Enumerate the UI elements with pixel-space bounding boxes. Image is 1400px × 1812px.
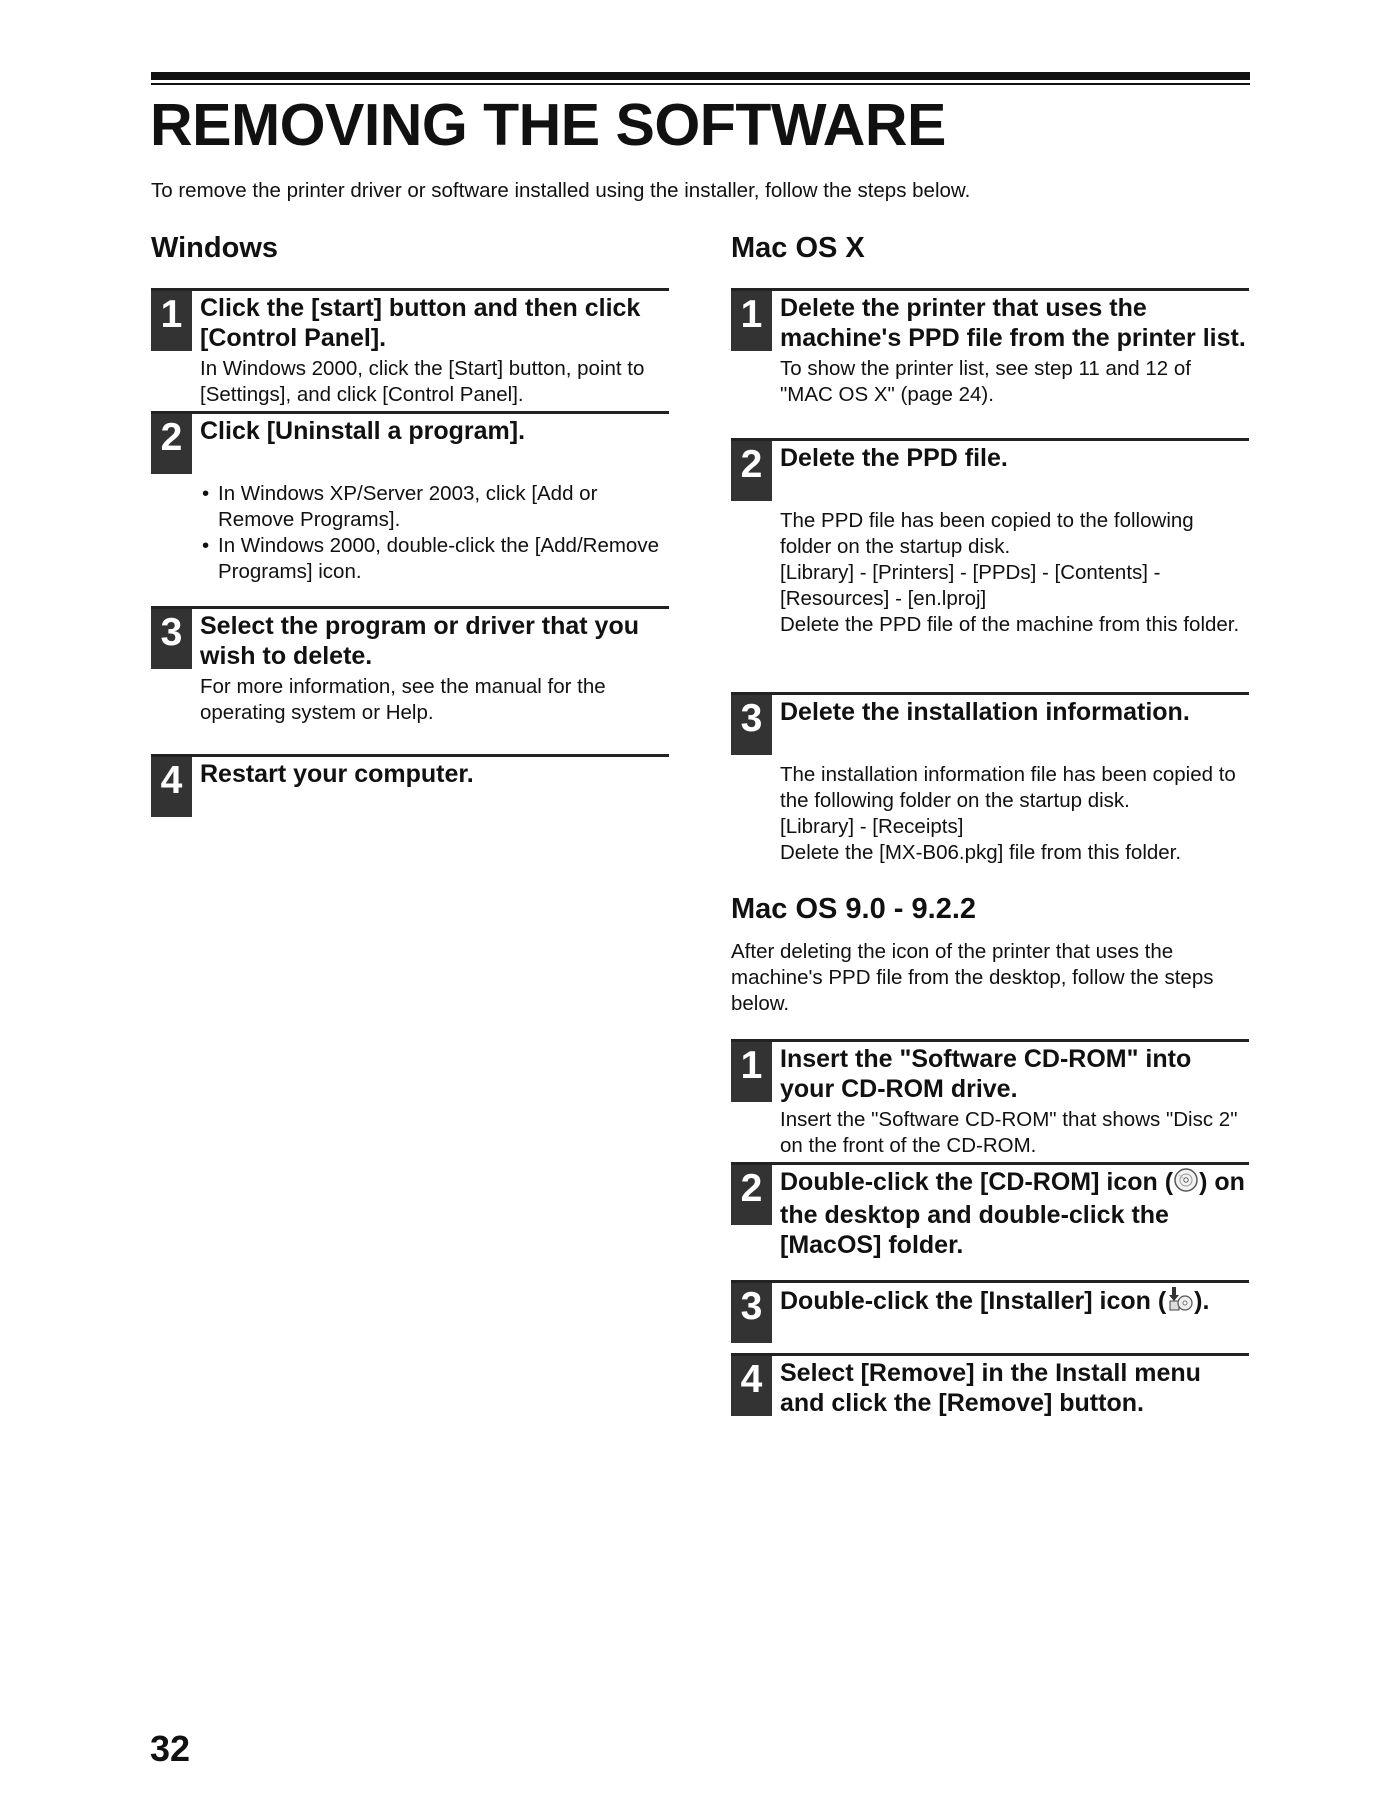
macos9-title: Mac OS 9.0 - 9.2.2 [731,893,977,925]
step-text-line: Delete the [MX-B06.pkg] file from this folder. [780,841,1182,864]
step-heading: Click the [start] button and then click [Control Panel]. [200,294,641,352]
page-number: 32 [150,1728,191,1769]
step-number: 3 [731,1283,772,1343]
step-heading: Delete the printer that uses the machine's PPD file from the printer list. [780,294,1246,352]
list-item: • In Windows XP/Server 2003, click [Add or Remove Programs]. [200,481,669,533]
windows-step-3 [151,606,669,754]
step-number: 1 [731,1042,772,1102]
step-heading-part: ). [1194,1287,1210,1316]
step-heading [780,1167,1249,1260]
step-number: 1 [151,291,192,351]
macos9-step-1 [731,1039,1249,1162]
step-number: 2 [731,1165,772,1225]
macosx-title: Mac OS X [731,232,865,264]
step-heading: Delete the installation information. [780,698,1190,726]
step-heading: Insert the "Software CD-ROM" into your CD-ROM drive. [780,1045,1192,1103]
step-bullet-list [200,481,669,585]
step-text: For more information, see the manual for the operating system or Help. [200,675,606,724]
macos-section [731,228,1249,1420]
step-text: Insert the "Software CD-ROM" that shows "Disc 2" on the front of the CD-ROM. [780,1108,1238,1157]
macosx-step-3 [731,692,1249,889]
step-heading: Select [Remove] in the Install menu and click the [Remove] button. [780,1359,1201,1417]
windows-step-4 [151,754,669,821]
list-item: • In Windows 2000, double-click the [Add/Remove Programs] icon. [200,533,669,585]
cd-rom-icon [1173,1167,1199,1200]
step-text: To show the printer list, see step 11 and 12 of "MAC OS X" (page 24). [780,357,1192,406]
folder-path: [Library] - [Printers] - [PPDs] - [Contents] - [Resources] - [en.lproj] [780,561,1161,610]
step-heading: Click [Uninstall a program]. [200,417,526,445]
step-heading [780,1285,1249,1320]
step-text-line: The installation information file has been copied to the following folder on the startup disk. [780,763,1236,812]
windows-section [151,228,669,821]
macos9-step-4 [731,1353,1249,1420]
macos9-step-3 [731,1280,1249,1353]
step-text: In Windows 2000, click the [Start] button, point to [Settings], and click [Control Panel]. [200,357,645,406]
macos9-step-2 [731,1162,1249,1280]
step-heading-part: ) on the desktop and double-click the [MacOS] folder. [780,1168,1245,1259]
step-number: 2 [151,414,192,474]
header-rule-thick [151,72,1250,80]
macos9-intro: After deleting the icon of the printer that uses the machine's PPD file from the desktop, follow the steps below. [731,940,1214,1015]
page-intro: To remove the printer driver or software installed using the installer, follow the steps below. [151,179,971,202]
step-number: 3 [731,695,772,755]
windows-step-2 [151,411,669,606]
step-heading-part: Double-click the [Installer] icon ( [780,1287,1167,1316]
step-heading: Select the program or driver that you wish to delete. [200,612,639,670]
step-text [780,508,1249,638]
step-heading: Restart your computer. [200,760,474,788]
step-number: 3 [151,609,192,669]
step-heading-part: Double-click the [CD-ROM] icon ( [780,1168,1174,1197]
step-number: 4 [731,1356,772,1416]
windows-step-1 [151,288,669,411]
header-rule-thin [151,83,1250,85]
installer-icon [1166,1285,1194,1320]
step-text-line: The PPD file has been copied to the following folder on the startup disk. [780,509,1194,558]
page-title: REMOVING THE SOFTWARE [150,92,946,158]
macosx-step-2 [731,438,1249,692]
windows-title: Windows [151,232,279,264]
step-text-line: Delete the PPD file of the machine from this folder. [780,613,1240,636]
macosx-step-1 [731,288,1249,438]
step-text [780,762,1249,866]
step-number: 4 [151,757,192,817]
step-number: 2 [731,441,772,501]
step-number: 1 [731,291,772,351]
folder-path: [Library] - [Receipts] [780,815,964,838]
step-heading: Delete the PPD file. [780,444,1008,472]
